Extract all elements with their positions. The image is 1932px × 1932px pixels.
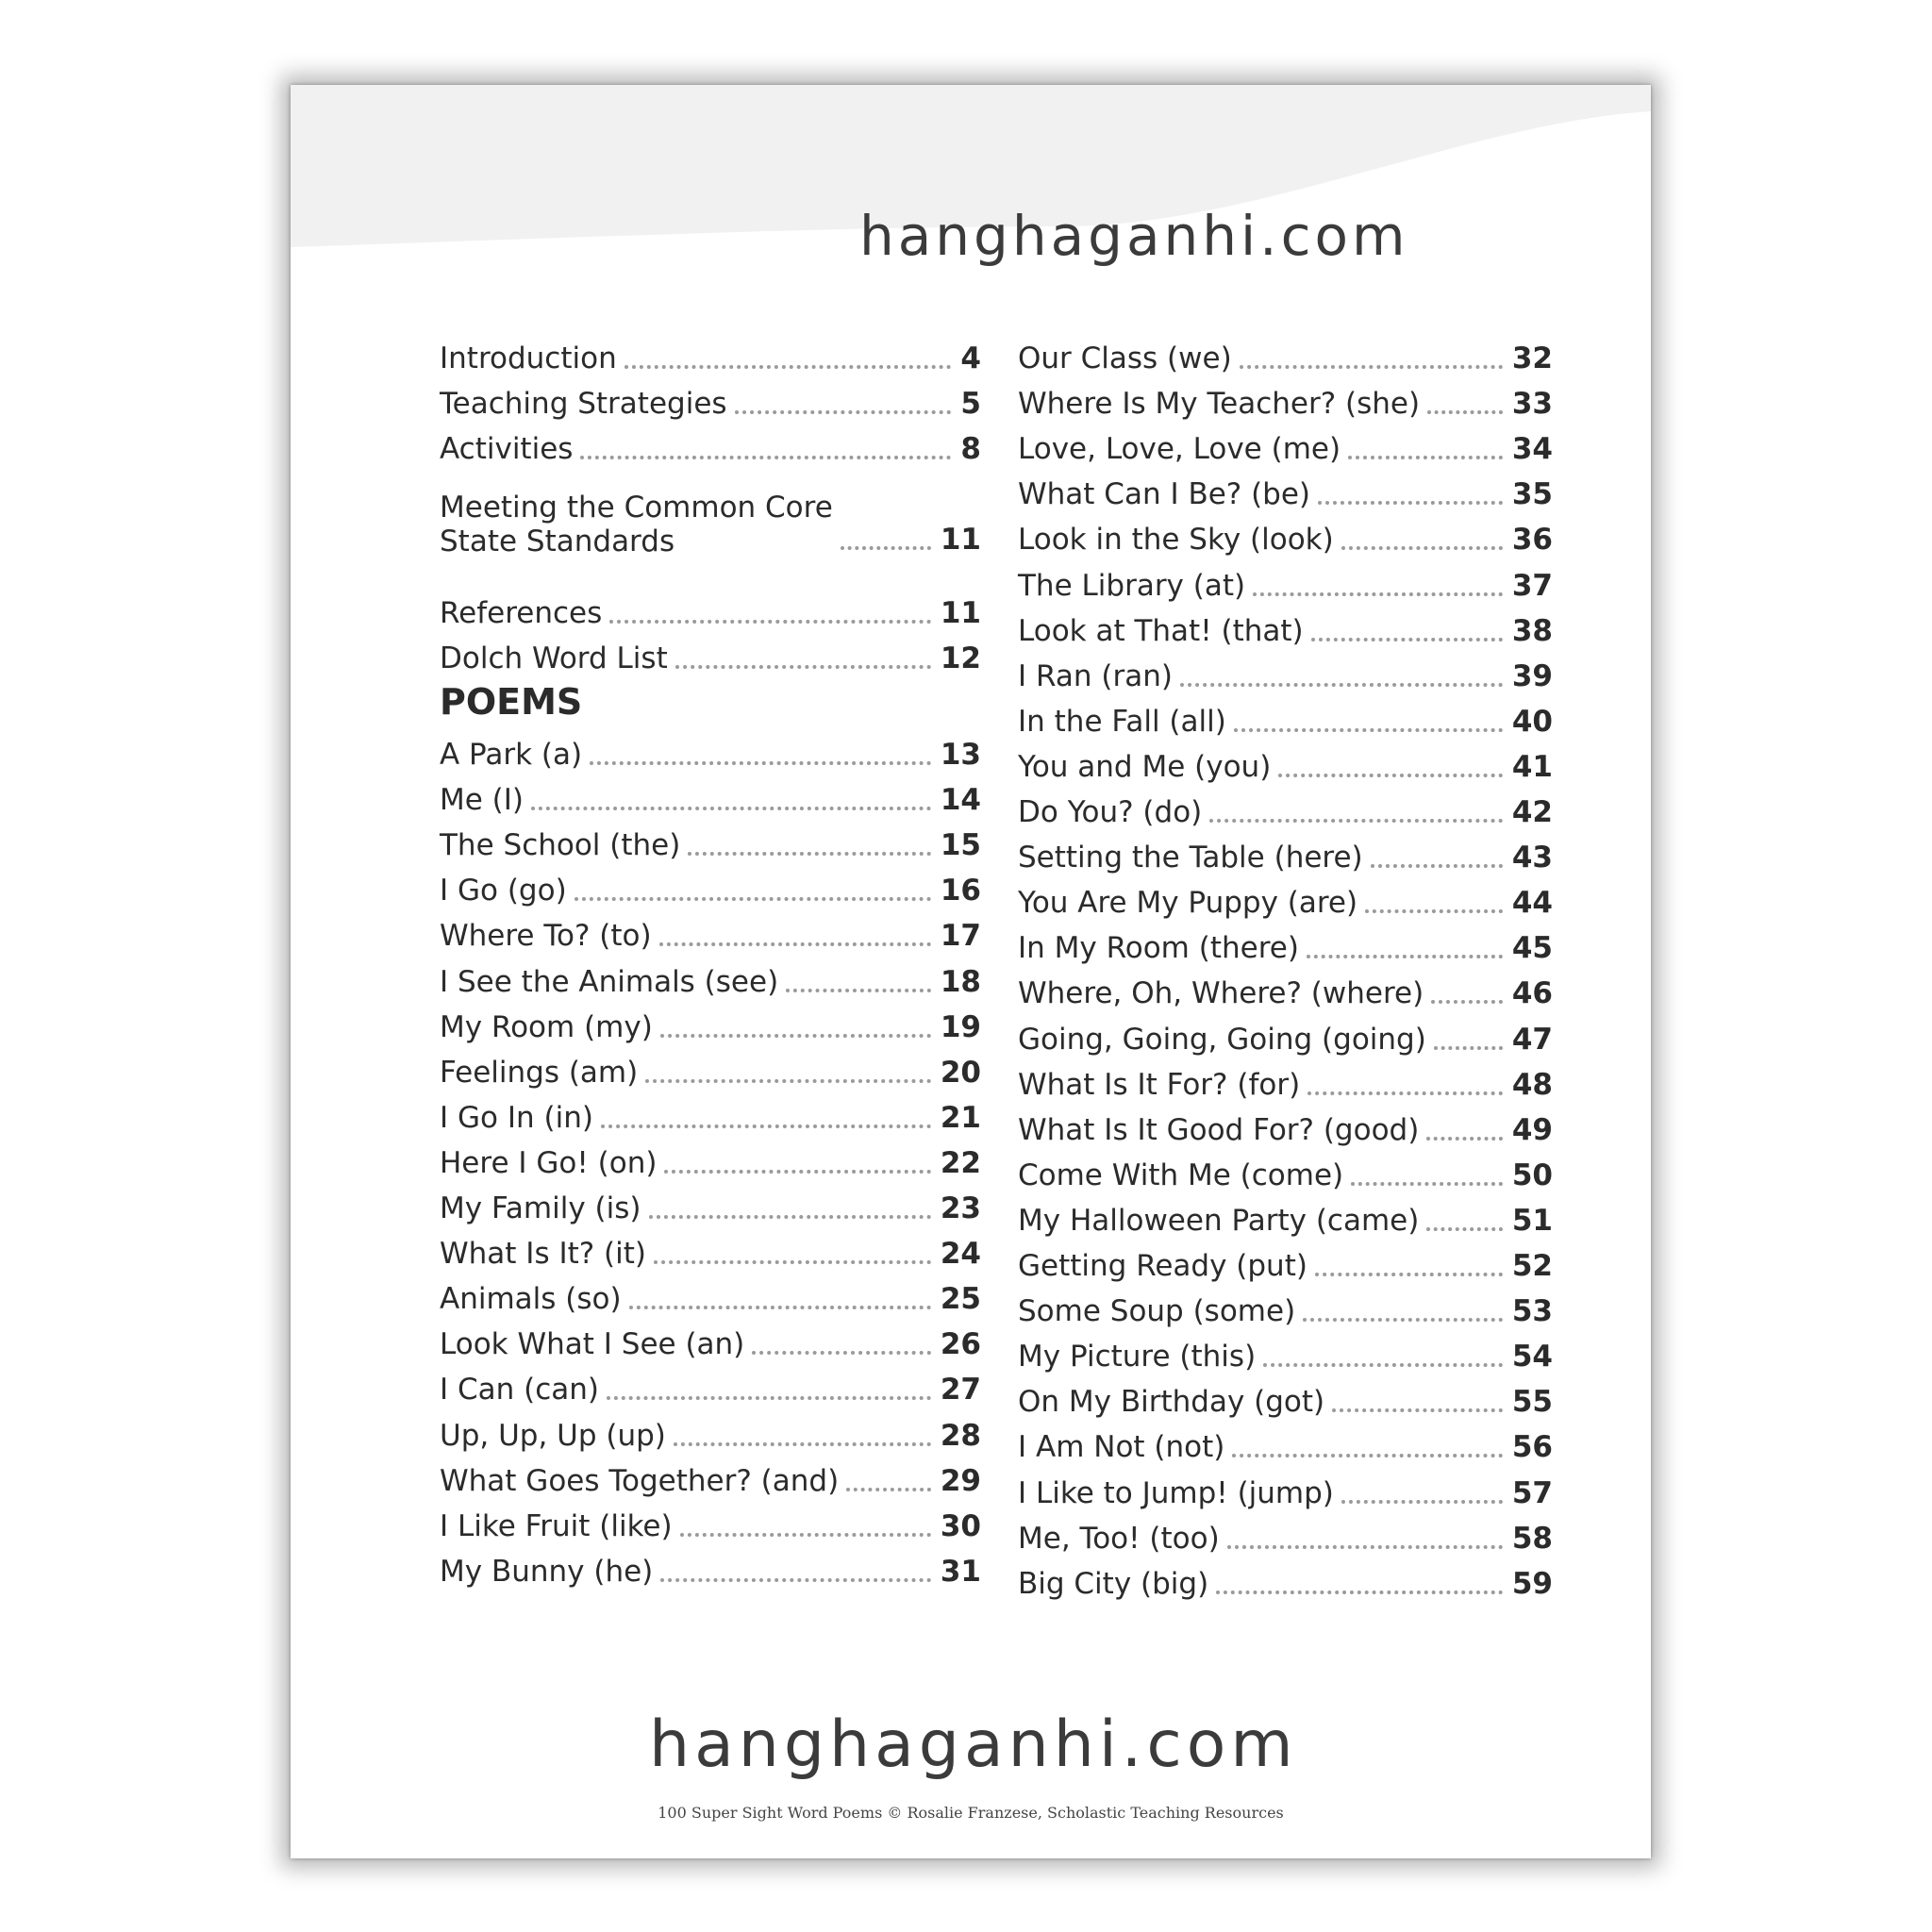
dot-leader: [1426, 1137, 1503, 1141]
toc-entry-title: What Is It? (it): [440, 1237, 647, 1271]
toc-entry-page-number: 22: [940, 1146, 981, 1180]
toc-entry-page-number: 29: [940, 1464, 981, 1498]
dot-leader: [660, 1578, 931, 1582]
toc-entry-page-number: 34: [1511, 432, 1553, 466]
toc-entry-page-number: 57: [1511, 1476, 1553, 1510]
toc-entry: [1018, 971, 1553, 1012]
toc-entry-title: In the Fall (all): [1018, 705, 1226, 739]
toc-entry: [440, 1504, 981, 1545]
toc-entry-title: What Is It For? (for): [1018, 1068, 1301, 1102]
toc-entry-page-number: 37: [1511, 569, 1553, 603]
toc-entry: [1018, 1243, 1553, 1285]
dot-leader: [1307, 1091, 1503, 1095]
toc-entry: [440, 1458, 981, 1500]
dot-leader: [1341, 546, 1503, 550]
toc-entry: [440, 336, 981, 377]
toc-entry-page-number: 13: [940, 738, 981, 772]
toc-entry-page-number: 8: [960, 432, 981, 466]
toc-entry: [440, 1141, 981, 1182]
toc-entry-title: Do You? (do): [1018, 795, 1203, 829]
toc-entry-title: A Park (a): [440, 738, 583, 772]
toc-entry-page-number: 26: [940, 1327, 981, 1361]
dot-leader: [659, 942, 931, 946]
toc-entry-title: Where Is My Teacher? (she): [1018, 387, 1421, 421]
dot-leader: [1307, 955, 1503, 958]
dot-leader: [1263, 1363, 1503, 1367]
toc-entry: [1018, 517, 1553, 558]
toc-entry-title: What Is It Good For? (good): [1018, 1113, 1420, 1147]
toc-entry-title: Feelings (am): [440, 1056, 639, 1090]
toc-entry-page-number: 47: [1511, 1023, 1553, 1057]
toc-entry-title: Big City (big): [1018, 1567, 1209, 1601]
dot-leader: [1216, 1591, 1503, 1594]
toc-entry: [1018, 880, 1553, 922]
toc-entry-title: Dolch Word List: [440, 641, 668, 675]
toc-entry: [1018, 1379, 1553, 1421]
toc-entry-title: My Picture (this): [1018, 1340, 1257, 1374]
footer-credit: 100 Super Sight Word Poems © Rosalie Franzese, Scholastic Teaching Resources: [658, 1804, 1284, 1822]
toc-entry-page-number: 56: [1511, 1430, 1553, 1464]
dot-leader: [1253, 592, 1503, 596]
dot-leader: [1232, 1454, 1502, 1457]
toc-entry-page-number: 24: [940, 1237, 981, 1271]
toc-entry-page-number: 33: [1511, 387, 1553, 421]
dot-leader: [846, 1488, 931, 1491]
toc-entry-page-number: 49: [1511, 1113, 1553, 1147]
dot-leader: [629, 1306, 931, 1309]
dot-leader: [1303, 1318, 1503, 1322]
toc-entry: [1018, 1424, 1553, 1466]
toc-entry-page-number: 54: [1511, 1340, 1553, 1374]
toc-entry: [1018, 925, 1553, 967]
toc-entry-page-number: 52: [1511, 1249, 1553, 1283]
toc-entry-title: Our Class (we): [1018, 341, 1232, 375]
toc-entry-page-number: 32: [1511, 341, 1553, 375]
toc-entry-title: I Go (go): [440, 874, 567, 908]
toc-entry-page-number: 23: [940, 1191, 981, 1225]
dot-leader: [786, 989, 931, 992]
toc-entry-title: Animals (so): [440, 1282, 622, 1316]
dot-leader: [1365, 909, 1503, 913]
toc-entry-page-number: 40: [1511, 705, 1553, 739]
toc-entry-page-number: 28: [940, 1419, 981, 1453]
toc-entry: [440, 959, 981, 1001]
toc-entry-page-number: 17: [940, 919, 981, 953]
toc-entry-title: Me (I): [440, 783, 525, 817]
toc-entry: [1018, 790, 1553, 831]
toc-entry-title: Getting Ready (put): [1018, 1249, 1307, 1283]
toc-entry: [440, 1095, 981, 1137]
toc-entry-title: What Goes Together? (and): [440, 1464, 840, 1498]
dot-leader: [1431, 1000, 1503, 1004]
toc-entry: [440, 1367, 981, 1408]
toc-entry: [1018, 654, 1553, 695]
toc-entry: [440, 777, 981, 819]
toc-entry-page-number: 16: [940, 874, 981, 908]
toc-entry-page-number: 42: [1511, 795, 1553, 829]
toc-entry-title: I Can (can): [440, 1373, 600, 1407]
dot-leader: [531, 807, 931, 810]
toc-entry-page-number: 25: [940, 1282, 981, 1316]
dot-leader: [1240, 365, 1503, 369]
poems-heading: POEMS: [440, 681, 583, 723]
toc-entry-page-number: 45: [1511, 931, 1553, 965]
dot-leader: [1315, 1273, 1503, 1276]
toc-entry-page-number: 30: [940, 1509, 981, 1543]
toc-entry-title: I Am Not (not): [1018, 1430, 1225, 1464]
toc-entry: [440, 1413, 981, 1455]
toc-entry: [440, 426, 981, 468]
dot-leader: [1371, 864, 1503, 868]
toc-entry-page-number: 20: [940, 1056, 981, 1090]
toc-entry-title: I Ran (ran): [1018, 659, 1173, 693]
toc-entry: [440, 732, 981, 774]
toc-entry: [1018, 1561, 1553, 1603]
toc-entry: [440, 381, 981, 423]
dot-leader: [680, 1533, 931, 1537]
toc-entry-page-number: 50: [1511, 1158, 1553, 1192]
toc-entry-title: My Room (my): [440, 1010, 653, 1044]
dot-leader: [590, 761, 931, 765]
toc-entry-page-number: 19: [940, 1010, 981, 1044]
dot-leader: [674, 1442, 931, 1446]
dot-leader: [1332, 1408, 1503, 1412]
dot-leader: [1351, 1182, 1503, 1186]
dot-leader: [752, 1351, 931, 1355]
toc-entry: [440, 1549, 981, 1591]
dot-leader: [664, 1170, 930, 1174]
dot-leader: [625, 365, 952, 369]
toc-entry-title: My Family (is): [440, 1191, 641, 1225]
toc-entry: [1018, 1289, 1553, 1330]
dot-leader: [1427, 410, 1503, 414]
watermark-bottom: hanghaganhi.com: [649, 1707, 1298, 1782]
toc-entry: [1018, 835, 1553, 876]
toc-entry: [1018, 1334, 1553, 1375]
toc-entry-page-number: 11: [940, 596, 981, 630]
dot-leader: [609, 620, 931, 624]
toc-entry: [440, 1322, 981, 1363]
dot-leader: [1341, 1500, 1503, 1504]
toc-entry-title: My Bunny (he): [440, 1555, 654, 1589]
toc-entry: [1018, 336, 1553, 377]
watermark-top: hanghaganhi.com: [859, 204, 1409, 268]
toc-entry-title: Up, Up, Up (up): [440, 1419, 666, 1453]
toc-entry-page-number: 5: [960, 387, 981, 421]
document-page: [291, 85, 1651, 1858]
toc-entry-title: References: [440, 596, 603, 630]
toc-entry: [1018, 1062, 1553, 1104]
dot-leader: [1234, 728, 1503, 732]
toc-entry: [1018, 1516, 1553, 1557]
toc-entry-page-number: 55: [1511, 1385, 1553, 1419]
toc-entry-page-number: 27: [940, 1373, 981, 1407]
toc-entry-title: Look What I See (an): [440, 1327, 745, 1361]
toc-entry-page-number: 21: [940, 1101, 981, 1135]
dot-leader: [607, 1396, 931, 1400]
dot-leader: [675, 665, 931, 669]
toc-entry-title: Me, Too! (too): [1018, 1522, 1220, 1556]
toc-entry-page-number: 14: [940, 783, 981, 817]
toc-entry: [440, 1050, 981, 1091]
toc-entry-page-number: 51: [1511, 1204, 1553, 1238]
toc-entry: [1018, 426, 1553, 468]
toc-entry: [440, 1186, 981, 1227]
toc-entry-page-number: 36: [1511, 523, 1553, 557]
toc-entry: [440, 636, 981, 677]
dot-leader: [1311, 638, 1503, 641]
dot-leader: [1227, 1545, 1503, 1549]
toc-entry-title: Teaching Strategies: [440, 387, 727, 421]
toc-entry: [440, 1231, 981, 1273]
toc-entry-title: I Like to Jump! (jump): [1018, 1476, 1334, 1510]
toc-entry: [1018, 1108, 1553, 1149]
dot-leader: [735, 410, 952, 414]
toc-entry-title: I Go In (in): [440, 1101, 593, 1135]
toc-entry: [440, 483, 981, 558]
toc-entry-page-number: 39: [1511, 659, 1553, 693]
toc-entry-page-number: 44: [1511, 886, 1553, 920]
toc-entry-title: Here I Go! (on): [440, 1146, 658, 1180]
dot-leader: [688, 852, 931, 856]
toc-entry-title: What Can I Be? (be): [1018, 477, 1311, 511]
toc-entry-title: Look in the Sky (look): [1018, 523, 1334, 557]
dot-leader: [1426, 1227, 1503, 1231]
toc-entry: [440, 913, 981, 955]
dot-leader: [1318, 501, 1503, 505]
toc-entry: [440, 868, 981, 909]
toc-entry-title: I Like Fruit (like): [440, 1509, 673, 1543]
toc-entry-title: I See the Animals (see): [440, 965, 779, 999]
toc-entry-title: Introduction: [440, 341, 617, 375]
toc-entry-title: In My Room (there): [1018, 931, 1299, 965]
dot-leader: [1209, 819, 1503, 823]
dot-leader: [649, 1215, 931, 1219]
toc-entry-page-number: 35: [1511, 477, 1553, 511]
dot-leader: [660, 1034, 931, 1038]
dot-leader: [654, 1260, 931, 1264]
toc-entry: [440, 1276, 981, 1318]
toc-entry-title: Look at That! (that): [1018, 614, 1304, 648]
dot-leader: [580, 456, 951, 459]
toc-entry-title: You and Me (you): [1018, 750, 1272, 784]
toc-entry: [1018, 1017, 1553, 1058]
dot-leader: [601, 1124, 931, 1128]
toc-entry-page-number: 18: [940, 965, 981, 999]
toc-entry: [1018, 1153, 1553, 1194]
toc-entry-page-number: 48: [1511, 1068, 1553, 1102]
dot-leader: [575, 897, 931, 901]
toc-entry-page-number: 46: [1511, 976, 1553, 1010]
toc-entry: [440, 591, 981, 632]
dot-leader: [1180, 683, 1503, 687]
dot-leader: [841, 546, 931, 550]
toc-entry: [440, 823, 981, 864]
toc-entry-title: My Halloween Party (came): [1018, 1204, 1420, 1238]
toc-entry-page-number: 59: [1511, 1567, 1553, 1601]
toc-entry-title: Some Soup (some): [1018, 1294, 1296, 1328]
toc-entry: [1018, 608, 1553, 650]
toc-entry: [1018, 1198, 1553, 1240]
toc-entry-title: Love, Love, Love (me): [1018, 432, 1341, 466]
toc-entry: [1018, 381, 1553, 423]
toc-entry-title: Meeting the Common Core State Standards: [440, 491, 833, 558]
toc-entry-title: The School (the): [440, 828, 681, 862]
toc-entry-title: Where, Oh, Where? (where): [1018, 976, 1424, 1010]
toc-entry-page-number: 53: [1511, 1294, 1553, 1328]
toc-entry: [440, 1005, 981, 1046]
dot-leader: [1278, 774, 1503, 777]
dot-leader: [1348, 456, 1503, 459]
toc-entry-page-number: 31: [940, 1555, 981, 1589]
toc-entry-page-number: 41: [1511, 750, 1553, 784]
toc-entry-title: The Library (at): [1018, 569, 1246, 603]
toc-entry-page-number: 43: [1511, 841, 1553, 874]
toc-entry: [1018, 699, 1553, 741]
dot-leader: [645, 1079, 931, 1083]
toc-entry-page-number: 38: [1511, 614, 1553, 648]
toc-entry-page-number: 15: [940, 828, 981, 862]
toc-entry-title: Setting the Table (here): [1018, 841, 1363, 874]
toc-entry: [1018, 744, 1553, 786]
toc-entry-page-number: 58: [1511, 1522, 1553, 1556]
toc-entry-page-number: 11: [940, 523, 981, 557]
toc-entry: [1018, 1471, 1553, 1512]
toc-entry-title: Activities: [440, 432, 574, 466]
dot-leader: [1434, 1046, 1503, 1050]
toc-entry-page-number: 4: [960, 341, 981, 375]
toc-entry-title: You Are My Puppy (are): [1018, 886, 1358, 920]
toc-entry-title: Where To? (to): [440, 919, 652, 953]
toc-entry: [1018, 563, 1553, 605]
toc-entry-page-number: 12: [940, 641, 981, 675]
toc-entry-title: Come With Me (come): [1018, 1158, 1344, 1192]
toc-entry: [1018, 472, 1553, 513]
toc-entry-title: On My Birthday (got): [1018, 1385, 1325, 1419]
toc-entry-title: Going, Going, Going (going): [1018, 1023, 1426, 1057]
